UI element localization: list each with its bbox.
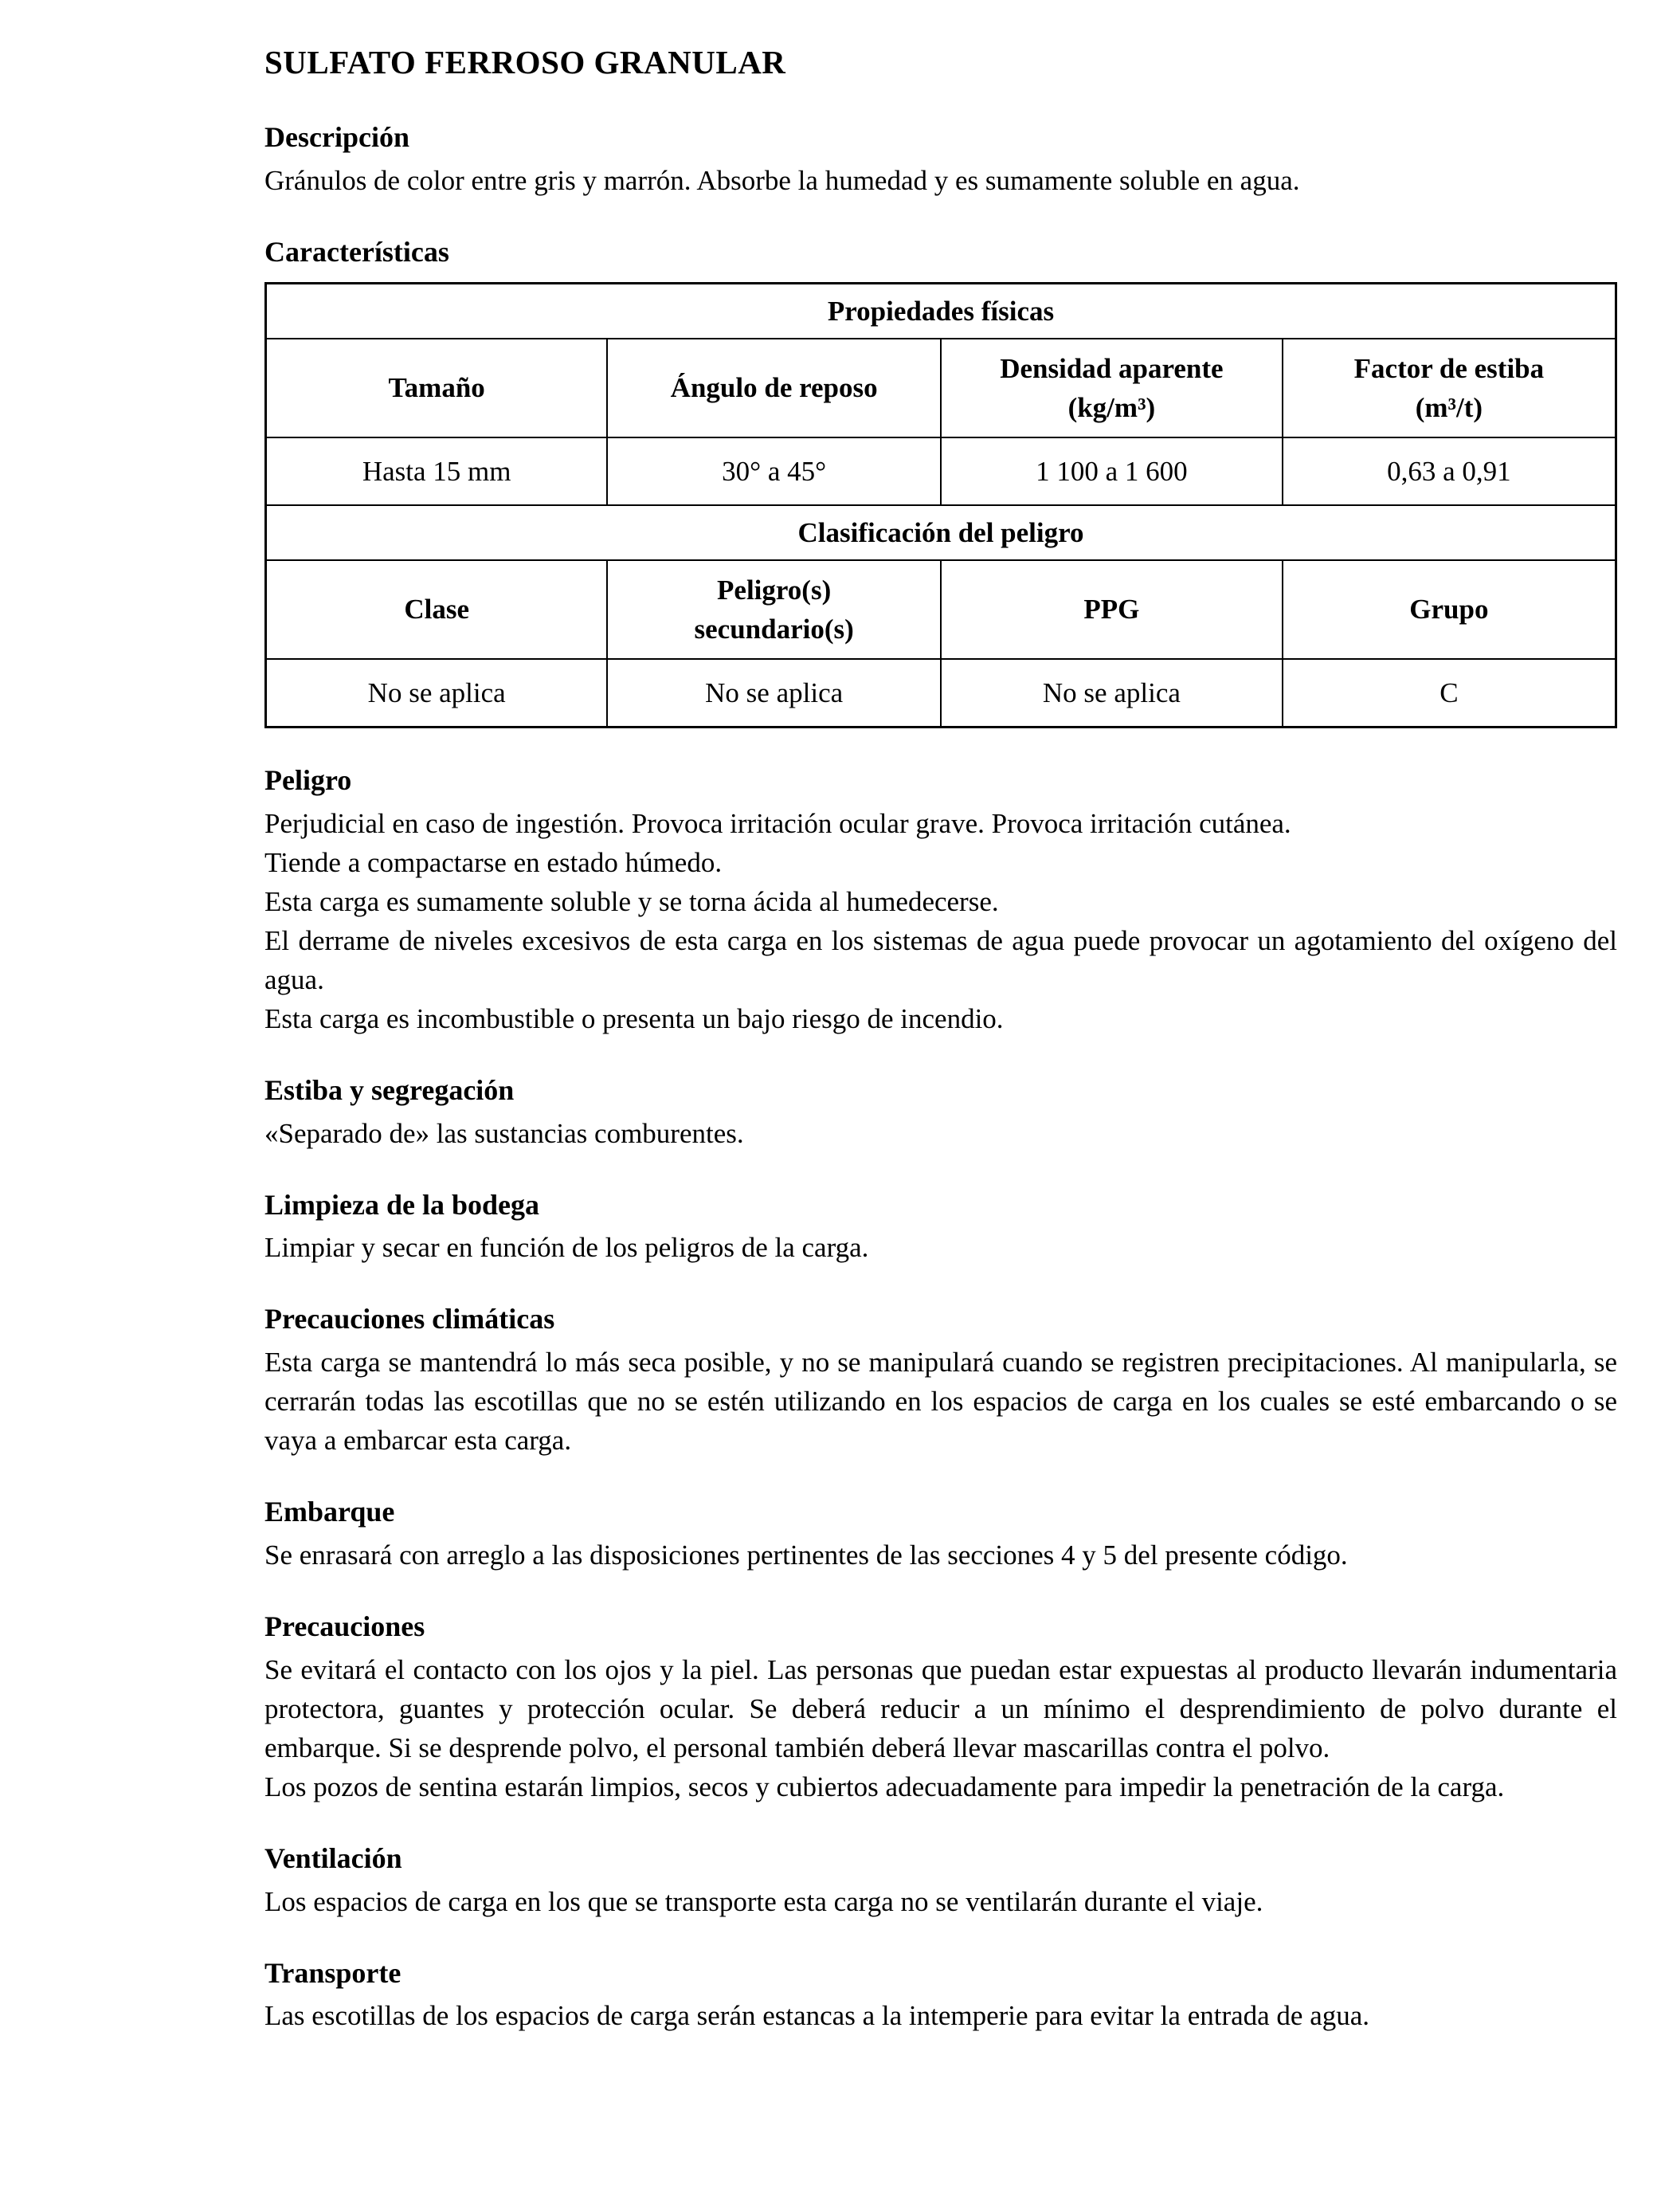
physical-properties-header: Propiedades físicas — [266, 283, 1616, 339]
section-estiba-segregacion — [264, 1072, 1617, 1153]
paragraph: Los pozos de sentina estarán limpios, secos y cubiertos adecuadamente para impedir la penetración de la carga. — [264, 1771, 1505, 1802]
section-heading-caracteristicas: Características — [264, 236, 449, 269]
paragraph: Se enrasará con arreglo a las disposiciones pertinentes de las secciones 4 y 5 del presente código. — [264, 1539, 1348, 1571]
column-header-angulo-reposo — [607, 339, 941, 437]
table-cell-grupo: C — [1283, 659, 1616, 728]
column-header-line: Grupo — [1409, 594, 1489, 626]
column-header-densidad-aparente — [941, 339, 1283, 437]
paragraph: Perjudicial en caso de ingestión. Provoca irritación ocular grave. Provoca irritación cutánea. — [264, 807, 1291, 839]
section-ventilacion — [264, 1840, 1617, 1921]
table-row — [266, 283, 1616, 339]
section-heading-limpieza-bodega: Limpieza de la bodega — [264, 1188, 540, 1221]
section-precauciones-climaticas — [264, 1300, 1617, 1460]
table-row — [266, 437, 1616, 505]
column-header-ppg — [941, 560, 1283, 659]
table-cell-densidad-aparente: 1 100 a 1 600 — [941, 437, 1283, 505]
characteristics-table — [264, 282, 1617, 728]
column-header-line: Densidad aparente — [1000, 352, 1224, 384]
page-title: SULFATO FERROSO GRANULAR — [264, 44, 786, 80]
section-heading-ventilacion: Ventilación — [264, 1841, 402, 1874]
table-cell-clase: No se aplica — [266, 659, 608, 728]
section-caracteristicas — [264, 233, 1617, 728]
paragraph: El derrame de niveles excesivos de esta carga en los sistemas de agua puede provocar un agotamiento del oxígeno del agua. — [264, 924, 1617, 995]
section-heading-embarque: Embarque — [264, 1496, 395, 1528]
table-cell-tamano: Hasta 15 mm — [266, 437, 608, 505]
table-row — [266, 339, 1616, 437]
paragraph: Esta carga se mantendrá lo más seca posible, y no se manipulará cuando se registren precipitaciones. Al manipularla, se cerrarán todas las escotillas que no se estén utilizando en los espacios de carga en los cuales se esté embarcando o se vaya a embarcar esta carga. — [264, 1347, 1617, 1457]
section-heading-peligro: Peligro — [264, 763, 352, 796]
column-header-line: Tamaño — [388, 372, 485, 404]
table-row — [266, 505, 1616, 560]
paragraph: Gránulos de color entre gris y marrón. Absorbe la humedad y es sumamente soluble en agua. — [264, 165, 1300, 197]
paragraph: Esta carga es incombustible o presenta un bajo riesgo de incendio. — [264, 1002, 1004, 1034]
section-embarque — [264, 1493, 1617, 1575]
table-cell-angulo-reposo: 30° a 45° — [607, 437, 941, 505]
section-heading-precauciones-climaticas: Precauciones climáticas — [264, 1303, 555, 1335]
table-cell-peligro-secundario: No se aplica — [607, 659, 941, 728]
column-header-line: (m³/t) — [1415, 391, 1483, 423]
section-descripcion — [264, 119, 1617, 200]
paragraph: Esta carga es sumamente soluble y se torna ácida al humedecerse. — [264, 885, 999, 917]
column-header-grupo — [1283, 560, 1616, 659]
section-limpieza-bodega — [264, 1186, 1617, 1268]
column-header-line: Clase — [404, 594, 469, 626]
column-header-peligro-secundario — [607, 560, 941, 659]
section-precauciones — [264, 1608, 1617, 1806]
column-header-line: secundario(s) — [694, 613, 854, 645]
section-transporte — [264, 1955, 1617, 2036]
column-header-line: Ángulo de reposo — [670, 372, 878, 404]
table-row — [266, 659, 1616, 728]
table-cell-ppg: No se aplica — [941, 659, 1283, 728]
column-header-tamano — [266, 339, 608, 437]
column-header-line: (kg/m³) — [1067, 391, 1156, 423]
paragraph: Los espacios de carga en los que se transporte esta carga no se ventilarán durante el viaje. — [264, 1885, 1263, 1917]
paragraph: Tiende a compactarse en estado húmedo. — [264, 846, 723, 878]
column-header-line: Factor de estiba — [1353, 352, 1545, 384]
section-heading-estiba-segregacion: Estiba y segregación — [264, 1073, 515, 1106]
section-heading-descripcion: Descripción — [264, 121, 409, 154]
column-header-clase — [266, 560, 608, 659]
column-header-factor-estiba — [1283, 339, 1616, 437]
section-heading-transporte: Transporte — [264, 1956, 401, 1989]
section-heading-precauciones: Precauciones — [264, 1610, 425, 1642]
column-header-line: PPG — [1083, 594, 1140, 626]
paragraph: Las escotillas de los espacios de carga serán estancas a la intemperie para evitar la entrada de agua. — [264, 2000, 1370, 2032]
table-cell-factor-estiba: 0,63 a 0,91 — [1283, 437, 1616, 505]
paragraph: «Separado de» las sustancias comburentes. — [264, 1117, 744, 1149]
section-peligro — [264, 762, 1617, 1038]
paragraph: Se evitará el contacto con los ojos y la piel. Las personas que puedan estar expuestas al producto llevarán indumentaria protectora, guantes y protección ocular. Se deberá reducir a un mínimo el desprendimiento de polvo durante el embarque. Si se desprende polvo, el personal también deberá llevar mascarillas contra el polvo. — [264, 1653, 1617, 1763]
paragraph: Limpiar y secar en función de los peligros de la carga. — [264, 1232, 869, 1264]
column-header-line: Peligro(s) — [717, 574, 832, 606]
hazard-classification-header: Clasificación del peligro — [266, 505, 1616, 560]
table-row — [266, 560, 1616, 659]
